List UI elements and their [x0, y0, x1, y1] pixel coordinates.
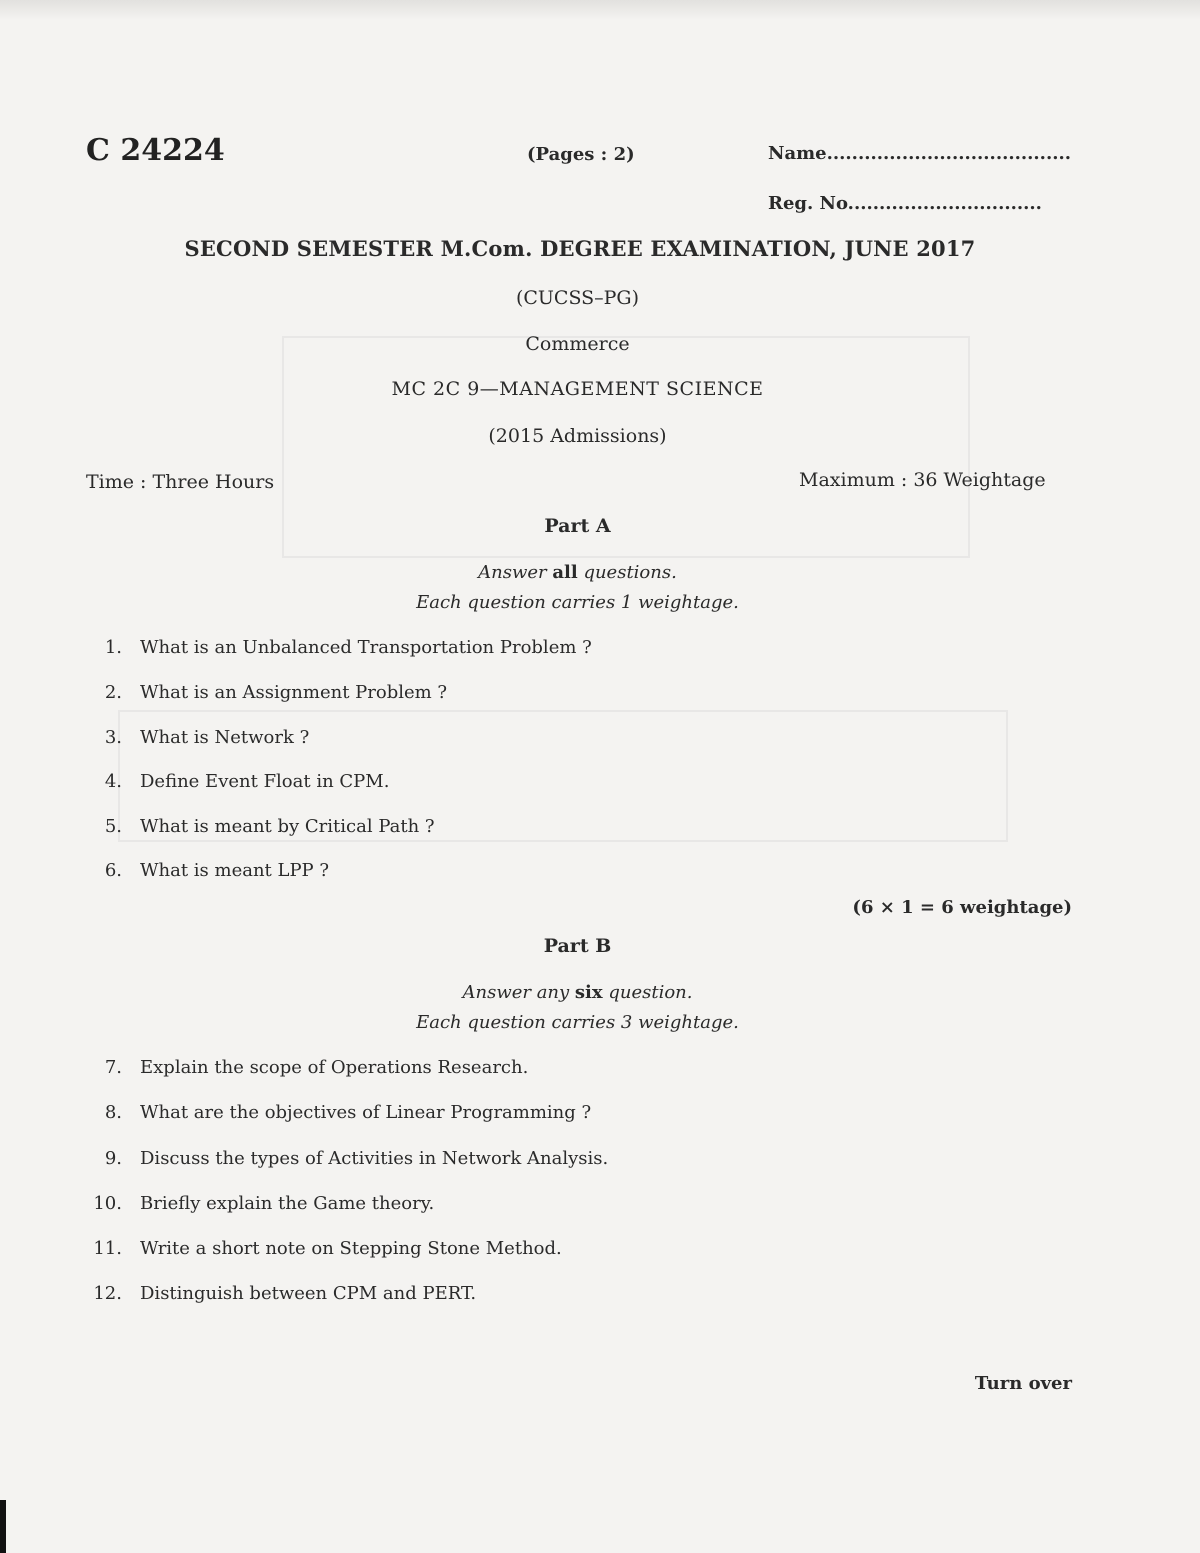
exam-scheme: (CUCSS–PG)	[515, 287, 640, 309]
scan-edge-mark	[0, 1500, 6, 1553]
name-field: Name.......................................	[768, 143, 1072, 164]
question-item: 9. Discuss the types of Activities in Network Analysis.	[104, 1148, 609, 1169]
question-item: 10. Briefly explain the Game theory.	[93, 1193, 435, 1214]
question-item: 8. What are the objectives of Linear Programming ?	[104, 1102, 592, 1123]
turn-over-note: Turn over	[974, 1373, 1072, 1394]
part-a-marks: (6 × 1 = 6 weightage)	[852, 897, 1072, 918]
paper-code: C 24224	[86, 133, 225, 168]
max-weightage: Maximum : 36 Weightage	[799, 469, 1046, 491]
question-item: 1. What is an Unbalanced Transportation Problem ?	[104, 637, 592, 658]
page-count: (Pages : 2)	[527, 144, 635, 165]
question-item: 3. What is Network ?	[104, 727, 310, 748]
admissions-year: (2015 Admissions)	[488, 425, 667, 447]
part-a-weightage-note: Each question carries 1 weightage.	[416, 592, 739, 613]
question-item: 5. What is meant by Critical Path ?	[104, 816, 435, 837]
exam-title: SECOND SEMESTER M.Com. DEGREE EXAMINATION, JUNE 2017	[184, 236, 976, 261]
question-item: 12. Distinguish between CPM and PERT.	[93, 1283, 477, 1304]
part-a-instruction: Answer all questions.	[478, 562, 677, 583]
question-item: 11. Write a short note on Stepping Stone Method.	[93, 1238, 562, 1259]
question-item: 6. What is meant LPP ?	[104, 860, 330, 881]
exam-duration: Time : Three Hours	[86, 471, 275, 493]
part-a-heading: Part A	[544, 515, 611, 537]
reg-no-field: Reg. No...............................	[768, 193, 1042, 214]
paper-title: MC 2C 9—MANAGEMENT SCIENCE	[391, 378, 764, 400]
exam-subject: Commerce	[525, 333, 630, 355]
part-b-weightage-note: Each question carries 3 weightage.	[416, 1012, 739, 1033]
question-item: 2. What is an Assignment Problem ?	[104, 682, 448, 703]
question-item: 4. Define Event Float in CPM.	[104, 771, 390, 792]
part-b-heading: Part B	[543, 935, 612, 957]
question-item: 7. Explain the scope of Operations Research.	[104, 1057, 529, 1078]
part-b-instruction: Answer any six question.	[462, 982, 693, 1003]
